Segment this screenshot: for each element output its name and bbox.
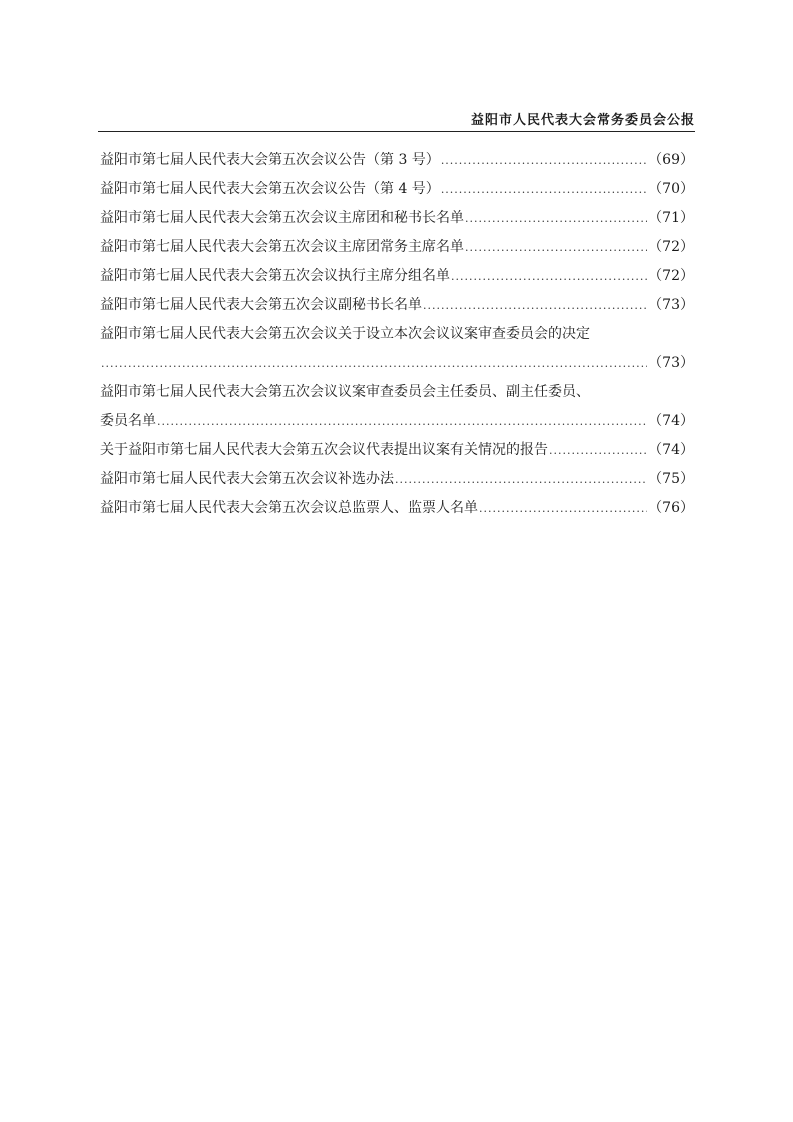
toc-entry-page: （74） (648, 413, 694, 429)
dot-leader (465, 233, 647, 262)
toc-entry-title: 益阳市第七届人民代表大会第五次会议补选办法 (100, 471, 394, 487)
dot-leader (157, 407, 647, 436)
dot-leader (441, 146, 647, 175)
dot-leader (423, 291, 647, 320)
toc-entry[interactable] (100, 146, 694, 175)
toc-entry[interactable] (100, 262, 694, 291)
toc-entry-title: 益阳市第七届人民代表大会第五次会议总监票人、监票人名单 (100, 500, 478, 516)
toc-entry-title-line1: 益阳市第七届人民代表大会第五次会议议案审查委员会主任委员、副主任委员、 (100, 384, 590, 400)
toc-entry-title: 益阳市第七届人民代表大会第五次会议公告（第 4 号） (100, 181, 440, 197)
dot-leader (451, 262, 647, 291)
toc-entry[interactable] (100, 233, 694, 262)
toc-entry-page: （73） (648, 355, 694, 371)
dot-leader (479, 494, 647, 523)
dot-leader (549, 436, 647, 465)
toc-entry-page: （72） (648, 268, 694, 284)
toc-entry-page: （69） (648, 152, 694, 168)
dot-leader (465, 204, 647, 233)
table-of-contents (100, 146, 694, 523)
toc-entry-page: （73） (648, 297, 694, 313)
toc-entry-page: （76） (648, 500, 694, 516)
toc-entry-title: 关于益阳市第七届人民代表大会第五次会议代表提出议案有关情况的报告 (100, 442, 548, 458)
toc-entry-page: （72） (648, 239, 694, 255)
toc-entry[interactable] (100, 175, 694, 204)
header-rule (98, 131, 695, 132)
toc-entry-title: 益阳市第七届人民代表大会第五次会议副秘书长名单 (100, 297, 422, 313)
publication-header: 益阳市人民代表大会常务委员会公报 (470, 113, 695, 128)
dot-leader (441, 175, 647, 204)
toc-entry-title: 益阳市第七届人民代表大会第五次会议执行主席分组名单 (100, 268, 450, 284)
dot-leader (395, 465, 647, 494)
toc-entry-title: 益阳市第七届人民代表大会第五次会议主席团常务主席名单 (100, 239, 464, 255)
toc-entry-title: 益阳市第七届人民代表大会第五次会议公告（第 3 号） (100, 152, 440, 168)
toc-entry[interactable] (100, 320, 694, 378)
toc-entry[interactable] (100, 494, 694, 523)
toc-entry-page: （70） (648, 181, 694, 197)
toc-entry[interactable] (100, 465, 694, 494)
toc-entry-page: （75） (648, 471, 694, 487)
toc-entry[interactable] (100, 204, 694, 233)
toc-entry[interactable] (100, 436, 694, 465)
toc-entry-page: （71） (648, 210, 694, 226)
toc-entry-title: 委员名单 (100, 413, 156, 429)
toc-entry-page: （74） (648, 442, 694, 458)
toc-entry[interactable] (100, 378, 694, 436)
dot-leader (101, 349, 647, 378)
toc-entry-title: 益阳市第七届人民代表大会第五次会议主席团和秘书长名单 (100, 210, 464, 226)
toc-entry-title-line1: 益阳市第七届人民代表大会第五次会议关于设立本次会议议案审查委员会的决定 (100, 326, 590, 342)
toc-entry[interactable] (100, 291, 694, 320)
